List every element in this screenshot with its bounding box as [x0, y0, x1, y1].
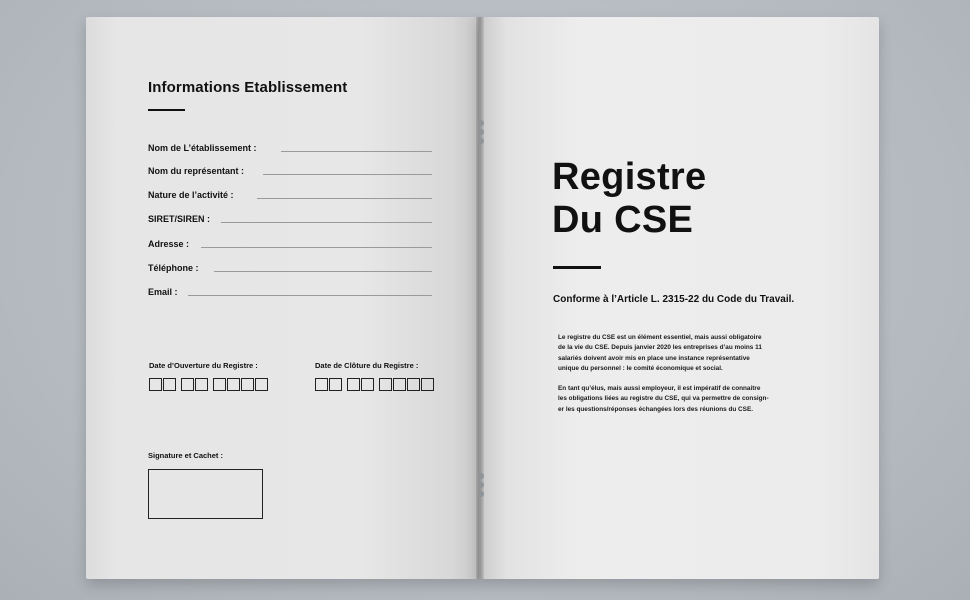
field-line-nom-etablissement[interactable] [281, 151, 432, 152]
field-line-telephone[interactable] [214, 271, 432, 272]
left-page [86, 17, 479, 579]
closing-date-boxes[interactable] [315, 378, 435, 391]
field-label-email: Email : [148, 287, 178, 297]
paragraph-line: salariés doivent avoir mis en place une instance représentative [558, 354, 750, 362]
document-subtitle: Conforme à l’Article L. 2315-22 du Code du Travail. [553, 294, 795, 305]
date-box[interactable] [421, 378, 434, 391]
signature-box[interactable] [148, 469, 263, 519]
field-label-nature-activite: Nature de l’activité : [148, 190, 234, 200]
field-line-siret[interactable] [221, 222, 432, 223]
paragraph-line: Le registre du CSE est un élément essentiel, mais aussi obligatoire [558, 334, 762, 341]
field-line-email[interactable] [188, 295, 432, 296]
date-box[interactable] [241, 378, 254, 391]
opening-date-label: Date d’Ouverture du Registre : [149, 361, 258, 370]
date-box[interactable] [379, 378, 392, 391]
date-box[interactable] [227, 378, 240, 391]
field-label-telephone: Téléphone : [148, 263, 199, 273]
date-box[interactable] [195, 378, 208, 391]
title-underline [553, 266, 601, 269]
field-line-adresse[interactable] [201, 247, 432, 248]
staple-bottom [478, 473, 484, 497]
paragraph-line: er les questions/réponses échangées lors des réunions du CSE. [558, 405, 753, 413]
intro-paragraph-1 [558, 333, 818, 374]
signature-label: Signature et Cachet : [148, 451, 224, 460]
field-line-nom-representant[interactable] [263, 174, 432, 175]
closing-date-label: Date de Clôture du Registre : [315, 361, 419, 370]
field-label-nom-etablissement: Nom de L’établissement : [148, 143, 257, 153]
paragraph-line: les obligations liées au registre du CSE, qui va permettre de consign- [558, 395, 769, 403]
date-box[interactable] [393, 378, 406, 391]
paragraph-line: En tant qu’élus, mais aussi employeur, il est impératif de connaitre [558, 385, 761, 392]
paragraph-line: de la vie du CSE. Depuis janvier 2020 les entreprises d’au moins 11 [558, 344, 762, 352]
document-title [552, 156, 706, 242]
staple-top [478, 120, 484, 144]
date-box[interactable] [315, 378, 328, 391]
section-heading: Informations Etablissement [148, 79, 348, 96]
opening-date-boxes[interactable] [149, 378, 269, 391]
date-box[interactable] [255, 378, 268, 391]
date-box[interactable] [149, 378, 162, 391]
intro-paragraph-2 [558, 384, 818, 415]
field-label-adresse: Adresse : [148, 239, 190, 249]
heading-underline [148, 109, 185, 111]
date-box[interactable] [361, 378, 374, 391]
date-box[interactable] [347, 378, 360, 391]
field-label-nom-representant: Nom du représentant : [148, 166, 245, 176]
field-line-nature-activite[interactable] [257, 198, 432, 199]
date-box[interactable] [213, 378, 226, 391]
date-box[interactable] [329, 378, 342, 391]
title-line-2: Du CSE [552, 199, 694, 241]
date-box[interactable] [407, 378, 420, 391]
title-line-1: Registre [552, 156, 707, 198]
date-box[interactable] [163, 378, 176, 391]
field-label-siret: SIRET/SIREN : [148, 214, 211, 224]
paragraph-line: unique du personnel : le comité économique et social. [558, 364, 723, 372]
date-box[interactable] [181, 378, 194, 391]
